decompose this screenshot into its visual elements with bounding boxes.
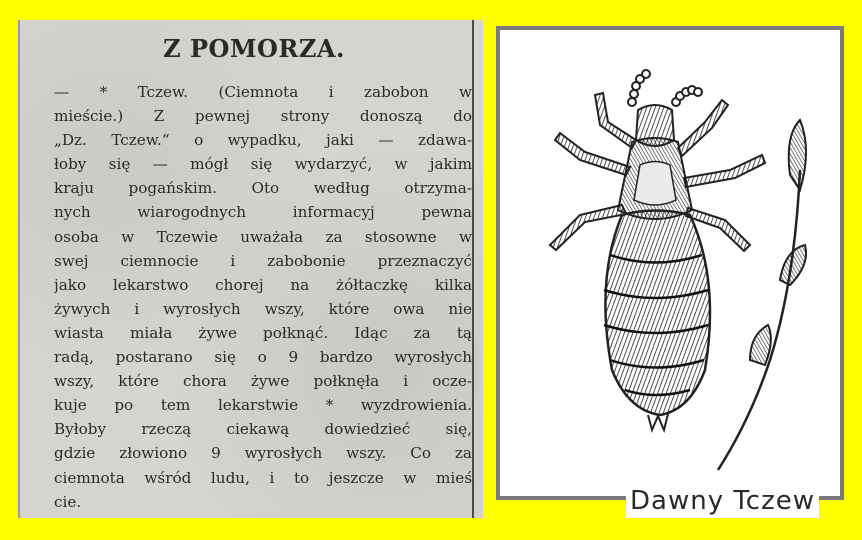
antenna-left — [628, 70, 650, 106]
article-line: swej ciemnocie i zabobonie przeznaczyć — [54, 251, 472, 270]
article-line: cie. — [54, 492, 82, 511]
article-line: kuje po tem lekarstwie * wyzdrowienia. — [54, 396, 472, 415]
article-line: radą, postarano się o 9 bardzo wyrosłych — [54, 348, 472, 367]
newspaper-clipping — [18, 20, 483, 518]
article-line: „Dz. Tczew.“ o wypadku, jaki — zdawa- — [54, 131, 472, 150]
article-line: nych wiarogodnych informacyj pewna — [54, 203, 472, 222]
article-line: wiasta miała żywe połknąć. Idąc za tą — [54, 323, 472, 342]
article-line: żywych i wyrosłych wszy, które owa nie — [54, 299, 472, 318]
illustration-frame — [496, 26, 844, 500]
article-line: ciemnota wśród ludu, i to jeszcze w mieś — [54, 468, 472, 487]
article-line: jako lekarstwo chorej na żółtaczkę kilka — [54, 275, 472, 294]
article-line: wszy, które chora żywe połknęła i ocze- — [54, 372, 472, 391]
article-body — [54, 80, 472, 514]
article-line: łoby się — mógł się wydarzyć, w jakim — [54, 155, 472, 174]
article-line: — * Tczew. (Ciemnota i zabobon w — [54, 83, 472, 101]
antenna-right — [672, 86, 702, 106]
article-headline: Z POMORZA. — [163, 34, 345, 63]
article-line: gdzie złowiono 9 wyrosłych wszy. Co za — [54, 444, 472, 463]
watermark-text: Dawny Tczew — [626, 484, 819, 518]
clipping-column — [34, 20, 474, 518]
article-line: Byłoby rzeczą ciekawą dowiedzieć się, — [54, 420, 472, 439]
article-line: kraju pogańskim. Oto według otrzyma- — [54, 179, 472, 198]
louse-engraving-icon — [500, 30, 840, 496]
article-line: mieście.) Z pewnej strony donoszą do — [54, 107, 472, 126]
article-line: osoba w Tczewie uważała za stosowne w — [54, 227, 472, 246]
